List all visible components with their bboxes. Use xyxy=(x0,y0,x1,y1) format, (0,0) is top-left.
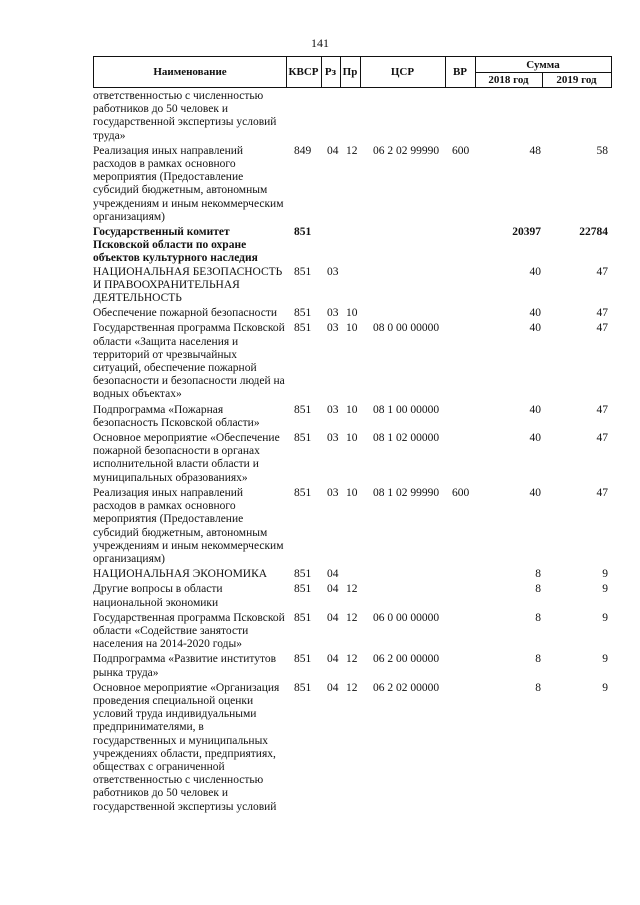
header-rz: Рз xyxy=(321,57,341,87)
row-y2018: 8 xyxy=(535,568,541,581)
table-row xyxy=(0,226,640,266)
table-row xyxy=(0,90,640,143)
row-y2018: 40 xyxy=(529,432,541,445)
row-kvsr: 851 xyxy=(294,307,312,320)
row-name: Основное мероприятие «Организация проведения специальной оценки условий труда индивидуальными предпринимателями, в государственных и муниципальных учреждениях области, предприятиях, обществах с ограниченной ответственностью с численностью работников до 50 человек и государственной экспертизы условий xyxy=(93,681,280,813)
row-csr: 06 2 00 00000 xyxy=(373,653,440,666)
row-y2019: 9 xyxy=(602,611,608,624)
table-row xyxy=(0,432,640,485)
row-y2019: 47 xyxy=(596,307,608,320)
table-row xyxy=(0,322,640,401)
row-rz: 03 xyxy=(327,403,339,416)
row-csr: 08 1 00 00000 xyxy=(373,403,440,416)
row-csr: 08 1 02 00000 xyxy=(373,432,440,445)
row-kvsr: 851 xyxy=(294,583,312,596)
row-rz: 03 xyxy=(327,307,339,320)
page-number: 141 xyxy=(311,36,329,50)
row-pr: 12 xyxy=(346,583,358,596)
row-name: Государственная программа Псковской области «Содействие занятости населения на 2014-2020 годы» xyxy=(93,611,285,651)
header-sum: Сумма xyxy=(475,57,611,73)
row-rz: 03 xyxy=(327,432,339,445)
row-y2018: 40 xyxy=(529,322,541,335)
row-y2018: 20397 xyxy=(512,226,541,239)
row-csr: 08 0 00 00000 xyxy=(373,322,440,335)
row-y2018: 8 xyxy=(535,611,541,624)
row-pr: 10 xyxy=(346,486,358,499)
row-rz: 03 xyxy=(327,322,339,335)
row-y2019: 47 xyxy=(596,265,608,278)
row-kvsr: 851 xyxy=(294,322,312,335)
row-rz: 03 xyxy=(327,486,339,499)
row-name: Государственная программа Псковской области «Защита населения и территорий от чрезвычайных ситуаций, обеспечение пожарной безопасности и безопасности людей на водных объектах» xyxy=(93,322,285,401)
table-row xyxy=(0,307,640,320)
row-pr: 12 xyxy=(346,653,358,666)
row-y2019: 9 xyxy=(602,568,608,581)
table-row xyxy=(0,583,640,609)
header-vr: ВР xyxy=(445,57,476,87)
row-y2019: 58 xyxy=(596,144,608,157)
row-y2019: 9 xyxy=(602,583,608,596)
table-row xyxy=(0,404,640,430)
header-name: Наименование xyxy=(94,57,287,87)
table-row xyxy=(0,145,640,224)
row-rz: 04 xyxy=(327,611,339,624)
row-kvsr: 849 xyxy=(294,144,312,157)
row-y2019: 47 xyxy=(596,432,608,445)
row-y2018: 40 xyxy=(529,265,541,278)
row-y2018: 8 xyxy=(535,653,541,666)
row-y2019: 47 xyxy=(596,403,608,416)
row-pr: 12 xyxy=(346,611,358,624)
row-kvsr: 851 xyxy=(294,432,312,445)
row-name: Реализация иных направлений расходов в рамках основного мероприятия (Предоставление субсидий бюджетным, автономным учреждениям и иным некоммерческим организациям) xyxy=(93,486,284,565)
row-pr: 12 xyxy=(346,681,358,694)
table-row xyxy=(0,266,640,306)
row-name: НАЦИОНАЛЬНАЯ ЭКОНОМИКА xyxy=(93,568,268,581)
header-year-2018: 2018 год xyxy=(475,72,543,87)
row-vr: 600 xyxy=(452,486,470,499)
row-pr: 12 xyxy=(346,144,358,157)
row-name: Подпрограмма «Пожарная безопасность Псковской области» xyxy=(93,403,260,429)
row-name: Подпрограмма «Развитие институтов рынка труда» xyxy=(93,653,277,679)
row-pr: 10 xyxy=(346,432,358,445)
row-csr: 06 0 00 00000 xyxy=(373,611,440,624)
row-rz: 04 xyxy=(327,144,339,157)
row-kvsr: 851 xyxy=(294,568,312,581)
row-y2019: 9 xyxy=(602,653,608,666)
row-csr: 06 2 02 00000 xyxy=(373,681,440,694)
row-y2019: 22784 xyxy=(579,226,608,239)
row-y2018: 8 xyxy=(535,681,541,694)
row-kvsr: 851 xyxy=(294,403,312,416)
row-kvsr: 851 xyxy=(294,265,312,278)
row-kvsr: 851 xyxy=(294,226,312,239)
header-pr: Пр xyxy=(340,57,361,87)
row-kvsr: 851 xyxy=(294,611,312,624)
row-pr: 10 xyxy=(346,322,358,335)
table-body xyxy=(0,90,640,814)
row-y2018: 40 xyxy=(529,403,541,416)
header-year-2019: 2019 год xyxy=(556,73,597,86)
row-y2018: 40 xyxy=(529,307,541,320)
row-name: Обеспечение пожарной безопасности xyxy=(93,307,278,320)
row-kvsr: 851 xyxy=(294,486,312,499)
row-rz: 04 xyxy=(327,653,339,666)
row-csr: 08 1 02 99990 xyxy=(373,486,440,499)
row-y2018: 40 xyxy=(529,486,541,499)
row-y2018: 8 xyxy=(535,583,541,596)
row-y2018: 48 xyxy=(529,144,541,157)
row-name: ответственностью с численностью работников до 50 человек и государственной экспертизы условий труда» xyxy=(93,90,277,142)
row-rz: 03 xyxy=(327,265,339,278)
row-name: Основное мероприятие «Обеспечение пожарной безопасности в органах исполнительной власти области и муниципальных образованиях» xyxy=(93,432,280,484)
row-rz: 04 xyxy=(327,583,339,596)
row-name: НАЦИОНАЛЬНАЯ БЕЗОПАСНОСТЬ И ПРАВООХРАНИТЕЛЬНАЯ ДЕЯТЕЛЬНОСТЬ xyxy=(93,265,283,305)
row-y2019: 9 xyxy=(602,681,608,694)
header-csr: ЦСР xyxy=(360,57,446,87)
table-row xyxy=(0,682,640,814)
row-vr: 600 xyxy=(452,144,470,157)
row-y2019: 47 xyxy=(596,322,608,335)
table-row xyxy=(0,653,640,679)
row-kvsr: 851 xyxy=(294,681,312,694)
table-header xyxy=(93,56,612,88)
table-row xyxy=(0,612,640,652)
row-rz: 04 xyxy=(327,568,339,581)
row-name: Государственный комитет Псковской области по охране объектов культурного наследия xyxy=(93,226,258,265)
row-name: Реализация иных направлений расходов в рамках основного мероприятия (Предоставление субсидий бюджетным, автономным учреждениям и иным некоммерческим организациям) xyxy=(93,144,284,223)
row-y2019: 47 xyxy=(596,486,608,499)
row-pr: 10 xyxy=(346,307,358,320)
row-csr: 06 2 02 99990 xyxy=(373,144,440,157)
header-kvsr: КВСР xyxy=(286,57,322,87)
row-rz: 04 xyxy=(327,681,339,694)
table-row xyxy=(0,487,640,566)
row-name: Другие вопросы в области национальной экономики xyxy=(93,583,223,609)
row-kvsr: 851 xyxy=(294,653,312,666)
table-row xyxy=(0,568,640,581)
row-pr: 10 xyxy=(346,403,358,416)
